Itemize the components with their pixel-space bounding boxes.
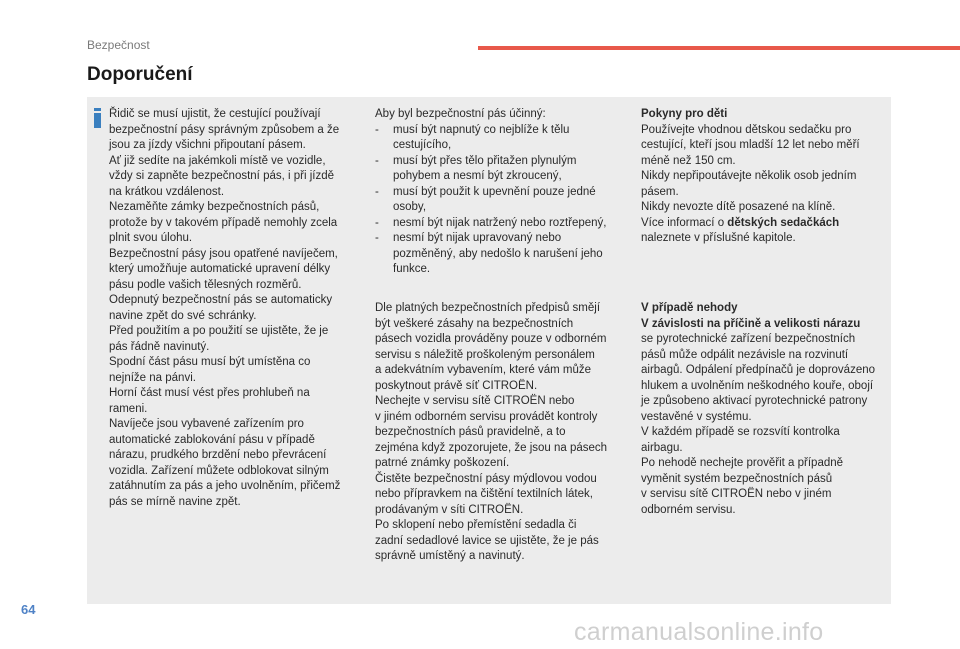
text-line: Nikdy nevozte dítě posazené na klíně.	[641, 201, 836, 213]
text-line: zejména když zpozorujete, že jsou na pásech	[375, 441, 608, 454]
child-seats-link-text: dětských sedačkách	[727, 216, 840, 229]
children-heading: Pokyny pro děti	[641, 108, 728, 120]
text-line: zatáhnutím za pás a jeho uvolněním, přičemž	[109, 480, 341, 492]
text-line: pásech vozidla prováděny pouze v odborném	[375, 333, 607, 345]
text-line: odborném servisu.	[641, 503, 736, 516]
text-line: v jiném odborném servisu provádět kontroly	[375, 410, 598, 423]
children-text	[641, 123, 886, 216]
text-line: pásem.	[641, 185, 679, 198]
text-line: Ať již sedíte na jakémkoli místě ve vozidle,	[109, 154, 326, 167]
text-line: patrné známky poškození.	[375, 457, 510, 469]
text-line: pás řádně navinutý.	[109, 340, 210, 353]
text-line: se pyrotechnické zařízení bezpečnostních	[641, 333, 856, 345]
more-info-prefix: Více informací o	[641, 216, 728, 229]
text-line: Nezaměňte zámky bezpečnostních pásů,	[109, 201, 320, 213]
text-line: na krátkou vzdálenost.	[109, 185, 225, 198]
accident-text	[641, 332, 886, 518]
list-item-line: musí být přes tělo přitažen plynulým	[393, 154, 577, 167]
list-item-line: cestujícího,	[393, 139, 452, 151]
text-line: vestavěné v systému.	[641, 410, 752, 423]
col2-intro: Aby byl bezpečnostní pás účinný:	[375, 108, 546, 120]
text-line: pásů může odpálit nezávisle na rozvinutí	[641, 348, 849, 361]
text-line: navine zpět do své schránky.	[109, 309, 257, 322]
list-dash: -	[375, 232, 379, 244]
text-line: jsou za jízdy všichni připoutaní pásem.	[109, 139, 306, 151]
text-line: a adekvátním vybavením, které vám může	[375, 364, 592, 376]
text-line: Odepnutý bezpečnostní pás se automaticky	[109, 294, 333, 306]
section-label: Bezpečnost	[87, 38, 150, 52]
text-line: Dle platných bezpečnostních předpisů smějí	[375, 302, 601, 314]
text-line: Po sklopení nebo přemístění sedadla či	[375, 519, 577, 531]
list-item-line: nesmí být nijak upravovaný nebo	[393, 232, 562, 244]
list-item	[375, 185, 625, 216]
list-item-line: musí být napnutý co nejblíže k tělu	[393, 123, 570, 136]
text-line: pás se mírně navine zpět.	[109, 495, 241, 508]
text-line: plnit svou úlohu.	[109, 232, 193, 244]
text-line: Bezpečnostní pásy jsou opatřené navíječem,	[109, 247, 338, 260]
accident-heading: V případě nehody	[641, 302, 738, 314]
list-item	[375, 216, 625, 232]
page-number: 64	[21, 602, 36, 617]
text-line: hlukem a uvolněním neškodného kouře, obojí	[641, 379, 874, 392]
text-line: který umožňuje automatické upravení délky	[109, 263, 331, 275]
text-line: méně než 150 cm.	[641, 154, 736, 167]
list-dash: -	[375, 216, 379, 229]
text-line: nárazu, prudkého brzdění nebo převrácení	[109, 449, 327, 461]
more-info-suffix: naleznete v příslušné kapitole.	[641, 232, 796, 244]
text-line: nebo přípravkem na čištění textilních látek,	[375, 488, 593, 500]
list-item-line: musí být použit k upevnění pouze jedné	[393, 185, 596, 198]
list-item-line: nesmí být nijak natržený nebo roztřepený,	[393, 216, 607, 229]
column-1	[109, 107, 359, 510]
list-item	[375, 231, 625, 278]
list-item-line: funkce.	[393, 263, 431, 275]
list-item-line: pohybem a nesmí být zkroucený,	[393, 170, 562, 182]
header-accent-bar	[478, 46, 960, 50]
text-line: pásu podle vašich tělesných rozměrů.	[109, 278, 302, 291]
list-item-line: osoby,	[393, 201, 427, 213]
text-line: Po nehodě nechejte prověřit a případně	[641, 457, 844, 469]
text-line: Před použitím a po použití se ujistěte, že je	[109, 325, 329, 337]
effectiveness-list	[375, 123, 625, 278]
text-line: správně umístěný a navinutý.	[375, 550, 525, 562]
column-3-children	[641, 107, 886, 247]
text-line: Navíječe jsou vybavené zařízením pro	[109, 418, 304, 430]
text-line: automatické zablokování pásu v případě	[109, 433, 315, 446]
text-line: být veškeré zásahy na bezpečnostních	[375, 317, 574, 330]
text-line: protože by v takovém případě nemohly zcela	[109, 216, 338, 229]
text-line: Používejte vhodnou dětskou sedačku pro	[641, 123, 852, 136]
column-3-accident	[641, 301, 886, 518]
text-line: Řidič se musí ujistit, že cestující používají	[109, 108, 321, 120]
text-line: Spodní část pásu musí být umístěna co	[109, 356, 311, 368]
column-2	[375, 107, 625, 278]
watermark: carmanualsonline.info	[574, 618, 824, 646]
text-line: airbagu.	[641, 441, 683, 454]
list-dash: -	[375, 185, 379, 198]
text-line: Čistěte bezpečnostní pásy mýdlovou vodou	[375, 472, 597, 485]
list-item	[375, 154, 625, 185]
text-line: nejníže na pánvi.	[109, 371, 196, 384]
page-title: Doporučení	[87, 64, 193, 85]
column-2-service	[375, 301, 625, 565]
text-line: V každém případě se rozsvítí kontrolka	[641, 426, 840, 438]
text-line: vyměnit systém bezpečnostních pásů	[641, 472, 833, 485]
text-line: Nechejte v servisu sítě CITROËN nebo	[375, 395, 575, 407]
info-icon	[94, 108, 101, 128]
text-line: zadní sedadlové lavice se ujistěte, že je pás	[375, 534, 599, 547]
text-line: bezpečnostních pásů pravidelně, a to	[375, 426, 566, 438]
text-line: vozidla. Zařízení můžete odblokovat silným	[109, 464, 329, 477]
text-line: v servisu sítě CITROËN nebo v jiném	[641, 488, 832, 500]
text-line: servisu s náležitě proškoleným personálem	[375, 348, 595, 361]
text-line: Nikdy nepřipoutávejte několik osob jedním	[641, 170, 857, 182]
text-line: Horní část musí vést přes prohlubeň na	[109, 387, 310, 399]
text-line: bezpečnostní pásy správným způsobem a že	[109, 123, 340, 136]
text-line: cestující, kteří jsou mladší 12 let nebo měří	[641, 139, 860, 151]
list-dash: -	[375, 123, 379, 136]
accident-subheading: V závislosti na příčině a velikosti nárazu	[641, 317, 861, 330]
list-item-line: pozměněný, aby nedošlo k narušení jeho	[393, 247, 603, 260]
text-line: vždy si zapněte bezpečnostní pás, i při jízdě	[109, 170, 335, 182]
list-dash: -	[375, 154, 379, 167]
text-line: poskytnout právě síť CITROËN.	[375, 379, 538, 392]
list-item	[375, 123, 625, 154]
text-line: je způsobeno aktivací pyrotechnické patrony	[641, 395, 868, 407]
text-line: prodávaným v síti CITROËN.	[375, 503, 524, 516]
text-line: rameni.	[109, 402, 148, 415]
text-line: airbagů. Odpálení předpínačů je doprovázeno	[641, 364, 876, 376]
children-more-info	[641, 216, 886, 232]
